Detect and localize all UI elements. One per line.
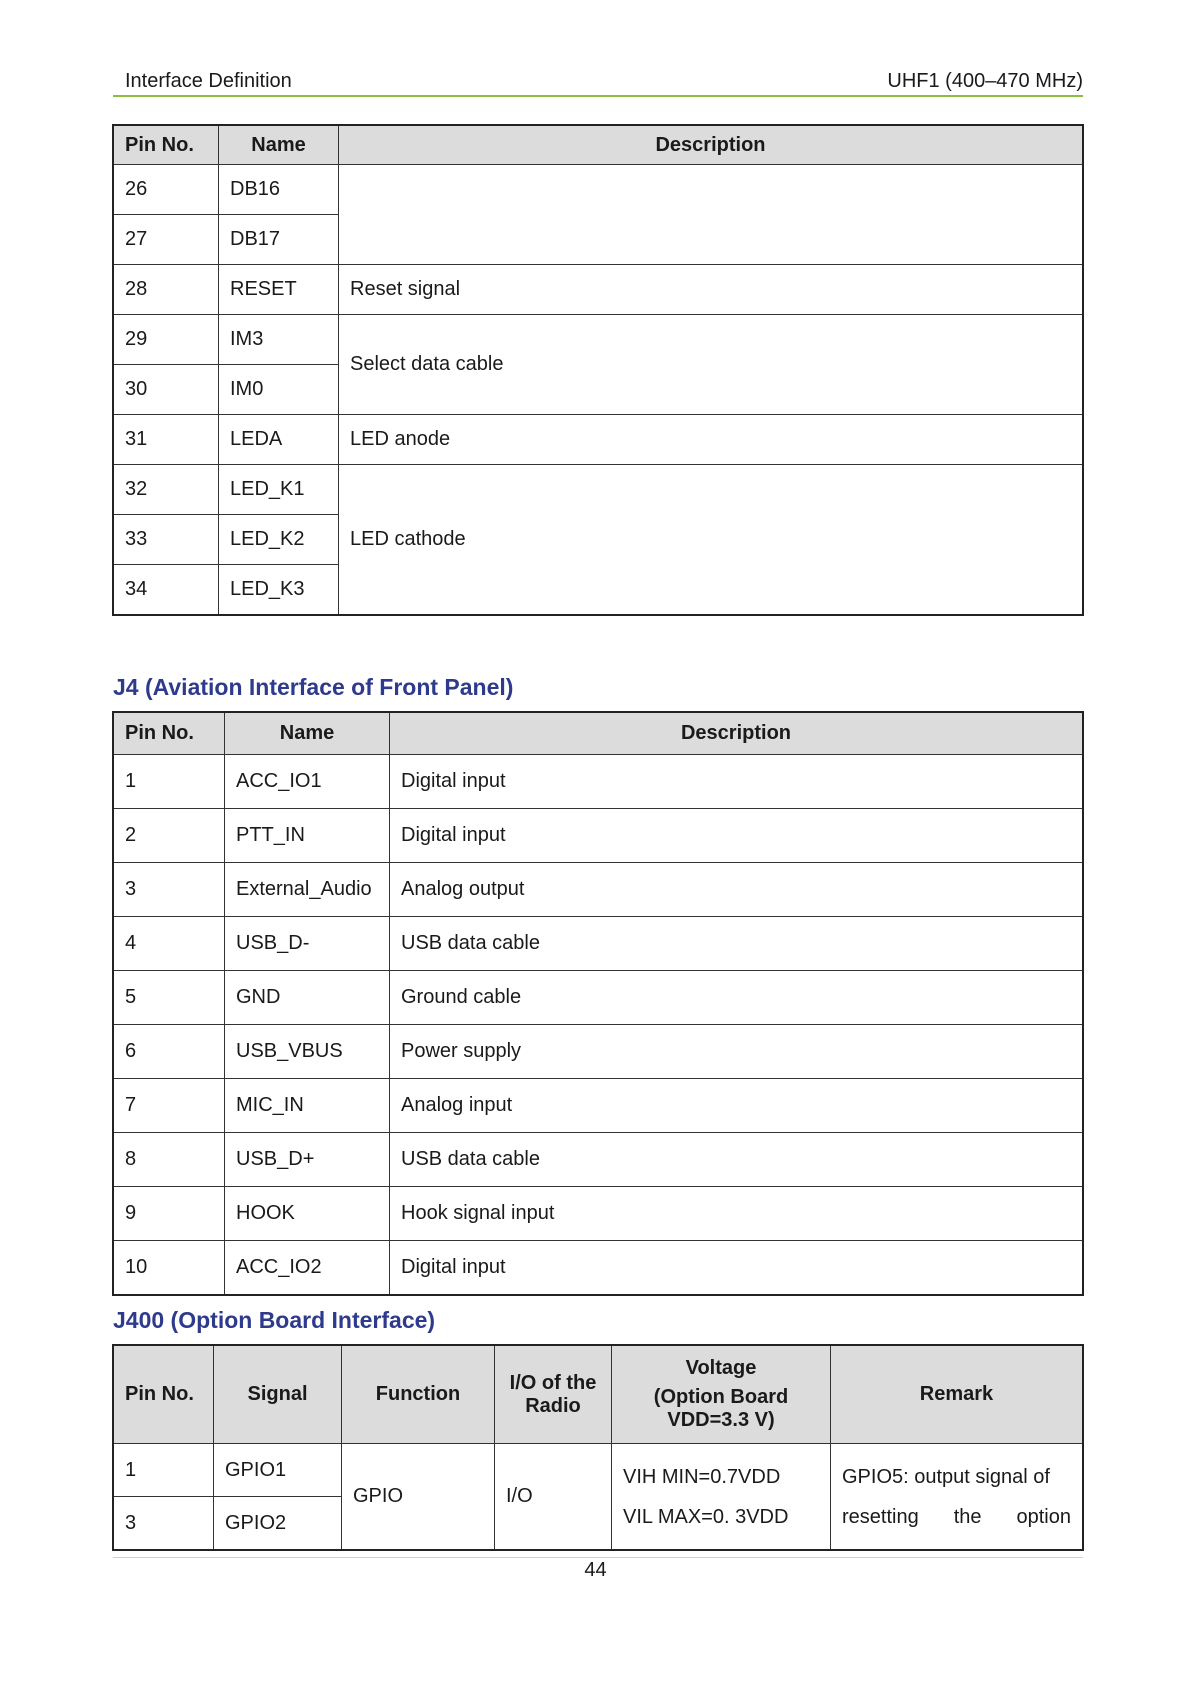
- signal-cell: GPIO1: [214, 1444, 342, 1497]
- description-cell: Digital input: [390, 809, 1083, 863]
- pin-cell: 32: [114, 465, 219, 515]
- pin-cell: 2: [114, 809, 225, 863]
- table-row: [114, 755, 1083, 809]
- pin-cell: 31: [114, 415, 219, 465]
- name-cell: USB_VBUS: [225, 1025, 390, 1079]
- table-row: [114, 1444, 1083, 1497]
- description-cell: LED cathode: [339, 465, 1083, 615]
- io-cell: I/O: [495, 1444, 612, 1550]
- pin-cell: 7: [114, 1079, 225, 1133]
- header-model-title: UHF1 (400–470 MHz): [887, 70, 1083, 92]
- description-cell: USB data cable: [390, 1133, 1083, 1187]
- name-cell: ACC_IO2: [225, 1241, 390, 1295]
- table-row: [114, 415, 1083, 465]
- function-cell: GPIO: [342, 1444, 495, 1550]
- pin-cell: 1: [114, 755, 225, 809]
- pin-cell: 27: [114, 215, 219, 265]
- col-header-description: Description: [390, 713, 1083, 755]
- pin-cell: 4: [114, 917, 225, 971]
- name-cell: PTT_IN: [225, 809, 390, 863]
- name-cell: LEDA: [219, 415, 339, 465]
- col-header-voltage: [612, 1346, 831, 1444]
- pin-cell: 34: [114, 565, 219, 615]
- pin-cell: 10: [114, 1241, 225, 1295]
- table-row: [114, 1133, 1083, 1187]
- voltage-header-line2: (Option Board VDD=3.3 V): [653, 1386, 789, 1431]
- pin-cell: 3: [114, 1497, 214, 1550]
- table-row: [114, 465, 1083, 515]
- section-title-j4: J4 (Aviation Interface of Front Panel): [113, 674, 514, 700]
- col-header-pin: Pin No.: [114, 713, 225, 755]
- signal-cell: GPIO2: [214, 1497, 342, 1550]
- description-cell: Hook signal input: [390, 1187, 1083, 1241]
- name-cell: GND: [225, 971, 390, 1025]
- table-row: [114, 863, 1083, 917]
- col-header-function: Function: [342, 1346, 495, 1444]
- description-cell: Digital input: [390, 755, 1083, 809]
- table-row: [114, 315, 1083, 365]
- name-cell: IM0: [219, 365, 339, 415]
- col-header-signal: Signal: [214, 1346, 342, 1444]
- name-cell: RESET: [219, 265, 339, 315]
- col-header-io: I/O of the Radio: [495, 1346, 612, 1444]
- name-cell: HOOK: [225, 1187, 390, 1241]
- name-cell: DB16: [219, 165, 339, 215]
- table-row: [114, 971, 1083, 1025]
- section-title-j400: J400 (Option Board Interface): [113, 1307, 436, 1333]
- description-cell: Analog output: [390, 863, 1083, 917]
- pin-table-j400: [113, 1345, 1083, 1550]
- col-header-pin: Pin No.: [114, 1346, 214, 1444]
- voltage-line2: VIL MAX=0. 3VDD: [623, 1505, 789, 1528]
- table-row: [114, 165, 1083, 215]
- header-rule: [113, 95, 1083, 97]
- page-header: [113, 60, 1083, 96]
- name-cell: IM3: [219, 315, 339, 365]
- voltage-line1: VIH MIN=0.7VDD: [623, 1465, 781, 1488]
- col-header-name: Name: [219, 126, 339, 165]
- header-section-title: Interface Definition: [125, 70, 292, 92]
- name-cell: External_Audio: [225, 863, 390, 917]
- pin-cell: 1: [114, 1444, 214, 1497]
- col-header-description: Description: [339, 126, 1083, 165]
- voltage-cell: [612, 1444, 831, 1550]
- table-row: [114, 809, 1083, 863]
- name-cell: LED_K3: [219, 565, 339, 615]
- col-header-remark: Remark: [831, 1346, 1083, 1444]
- page-number: 44: [584, 1559, 607, 1581]
- pin-cell: 26: [114, 165, 219, 215]
- table-row: [114, 1241, 1083, 1295]
- table-row: [114, 917, 1083, 971]
- name-cell: ACC_IO1: [225, 755, 390, 809]
- pin-cell: 28: [114, 265, 219, 315]
- pin-cell: 29: [114, 315, 219, 365]
- name-cell: DB17: [219, 215, 339, 265]
- pin-cell: 33: [114, 515, 219, 565]
- name-cell: LED_K2: [219, 515, 339, 565]
- description-cell: USB data cable: [390, 917, 1083, 971]
- description-cell: Ground cable: [390, 971, 1083, 1025]
- remark-cell: GPIO5: output signal of resetting the option: [831, 1444, 1083, 1550]
- table-row: [114, 1079, 1083, 1133]
- table-row: [114, 1025, 1083, 1079]
- table-row: [114, 265, 1083, 315]
- description-cell: [339, 165, 1083, 265]
- pin-cell: 8: [114, 1133, 225, 1187]
- description-cell: Select data cable: [339, 315, 1083, 415]
- pin-table-continued: [113, 125, 1083, 615]
- description-cell: Power supply: [390, 1025, 1083, 1079]
- name-cell: LED_K1: [219, 465, 339, 515]
- pin-table-j4: [113, 712, 1083, 1295]
- description-cell: LED anode: [339, 415, 1083, 465]
- description-cell: Digital input: [390, 1241, 1083, 1295]
- pin-cell: 5: [114, 971, 225, 1025]
- description-cell: Analog input: [390, 1079, 1083, 1133]
- table-row: [114, 1187, 1083, 1241]
- name-cell: MIC_IN: [225, 1079, 390, 1133]
- pin-cell: 6: [114, 1025, 225, 1079]
- footer-rule: [113, 1557, 1083, 1558]
- description-cell: Reset signal: [339, 265, 1083, 315]
- pin-cell: 3: [114, 863, 225, 917]
- name-cell: USB_D-: [225, 917, 390, 971]
- name-cell: USB_D+: [225, 1133, 390, 1187]
- col-header-pin: Pin No.: [114, 126, 219, 165]
- pin-cell: 9: [114, 1187, 225, 1241]
- col-header-name: Name: [225, 713, 390, 755]
- voltage-header-line1: Voltage: [685, 1357, 757, 1379]
- pin-cell: 30: [114, 365, 219, 415]
